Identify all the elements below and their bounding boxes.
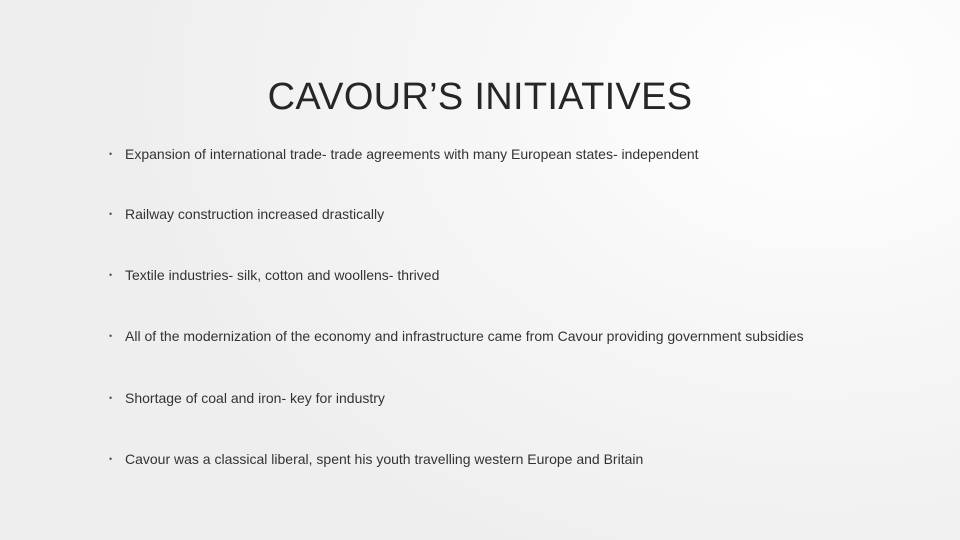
bullet-item — [109, 327, 804, 346]
bullet-text: Expansion of international trade- trade agreements with many European states- independent — [125, 146, 699, 162]
bullet-item — [109, 145, 699, 164]
bullet-item — [109, 389, 385, 408]
bullet-item — [109, 450, 643, 469]
bullet-marker: • — [109, 209, 113, 220]
bullet-item — [109, 205, 384, 224]
bullet-text: Railway construction increased drastically — [125, 206, 385, 222]
bullet-text: All of the modernization of the economy and infrastructure came from Cavour providing government subsidies — [125, 328, 804, 344]
bullet-marker: • — [109, 270, 113, 281]
bullet-item — [109, 266, 439, 285]
bullet-text: Shortage of coal and iron- key for industry — [125, 390, 385, 406]
slide-title: CAVOUR’S INITIATIVES — [267, 76, 693, 118]
bullet-marker: • — [109, 393, 113, 404]
bullet-marker: • — [109, 331, 113, 342]
bullet-text: Cavour was a classical liberal, spent his youth travelling western Europe and Britain — [125, 451, 644, 467]
bullet-marker: • — [109, 149, 113, 160]
bullet-marker: • — [109, 454, 113, 465]
bullet-text: Textile industries- silk, cotton and woollens- thrived — [125, 267, 440, 283]
